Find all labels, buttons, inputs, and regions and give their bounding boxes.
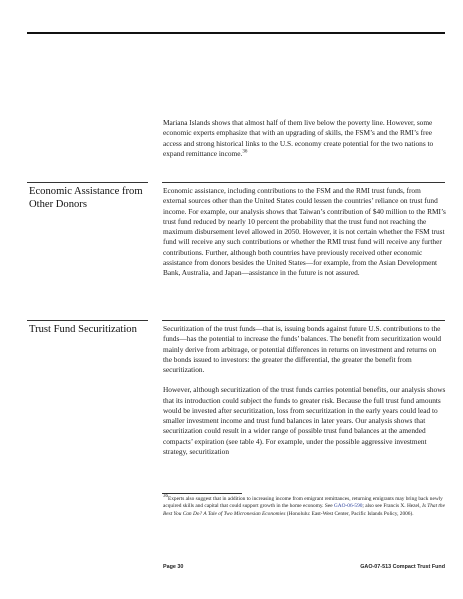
paragraph: Economic assistance, including contributions to the FSM and the RMI trust funds, from external sources other than the United States could lessen the countries’ reliance on trust fund income. For example, our analysis shows that Taiwan’s contribution of $40 million to the RMI’s trust fund reduced by nearly 10 percent the probability that the trust fund not reaching the maximum disbursement level allowed in 2050. However, it is not certain whether the FSM trust fund will receive any such contributions or whether the RMI trust fund will receive any further contributions. Further, although both countries have previously received other economic assistance from donors besides the United States—for example, from the Asian Development Bank, Australia, and Japan—assistance in the future is not assured.: [163, 186, 446, 277]
intro-paragraph: [163, 118, 446, 159]
footnote-text: (Honolulu: East-West Center, Pacific Islands Policy, 2006).: [285, 510, 414, 517]
section-body-trust-fund-securitization: [163, 324, 446, 457]
paragraph: Securitization of the trust funds—that is, issuing bonds against future U.S. contributions to the funds—has the potential to increase the funds’ balances. The benefit from securitization would mainly derive from arbitrage, or potential differences in returns on investment and returns on the bonds issued to investors: the greater the differential, the greater the benefit from securitization.: [163, 324, 442, 374]
section-heading-economic-assistance: Economic Assistance from Other Donors: [29, 186, 143, 211]
footnote-link[interactable]: GAO-06-590: [333, 503, 363, 510]
section-divider-left: [27, 182, 148, 183]
paragraph: However, although securitization of the trust funds carries potential benefits, our analysis shows that its introduction could subject the funds to greater risk. Because the full trust fund amounts would be invested after securitization, loss from securitization in the early years could lead to smaller investment income and trust fund balances in later years. Our analysis shows that securitization could result in a wider range of possible trust fund balances at the amended compacts’ expiration (see table 4). For example, under the possible aggressive investment strategy, securitization: [163, 385, 446, 456]
section-divider-right: [162, 320, 445, 321]
header-rule: [27, 32, 445, 34]
intro-text: Mariana Islands shows that almost half of them live below the poverty line. However, some economic experts emphasize that with an upgrading of skills, the FSM’s and the RMI’s free access and strong historical links to the U.S. economy create potential for the two nations to expand remittance income.: [163, 118, 434, 158]
footnote-rule: [162, 493, 242, 494]
page-number: Page 30: [163, 564, 184, 570]
footnote-text: ; also see Francis X. Hezel,: [362, 503, 423, 510]
section-body-economic-assistance: [163, 186, 446, 278]
footnote-reference[interactable]: 36: [242, 149, 248, 155]
footnote-text: Experts also suggest that in addition to increasing income from emigrant remittances, returning emigrants may bring back newly acquired skills and capital that could support growth in the home economy. See: [163, 496, 443, 510]
report-number: GAO-07-513 Compact Trust Fund: [360, 564, 445, 570]
section-heading-trust-fund-securitization: Trust Fund Securitization: [29, 324, 137, 335]
footnote-marker: 36: [163, 494, 168, 500]
footnote-cited-title: Is That the Best You Can Do? A Tale of Two Micronesian Economies: [163, 503, 445, 517]
section-divider-left: [27, 320, 148, 321]
footnote: [163, 496, 445, 518]
section-divider-right: [162, 182, 445, 183]
